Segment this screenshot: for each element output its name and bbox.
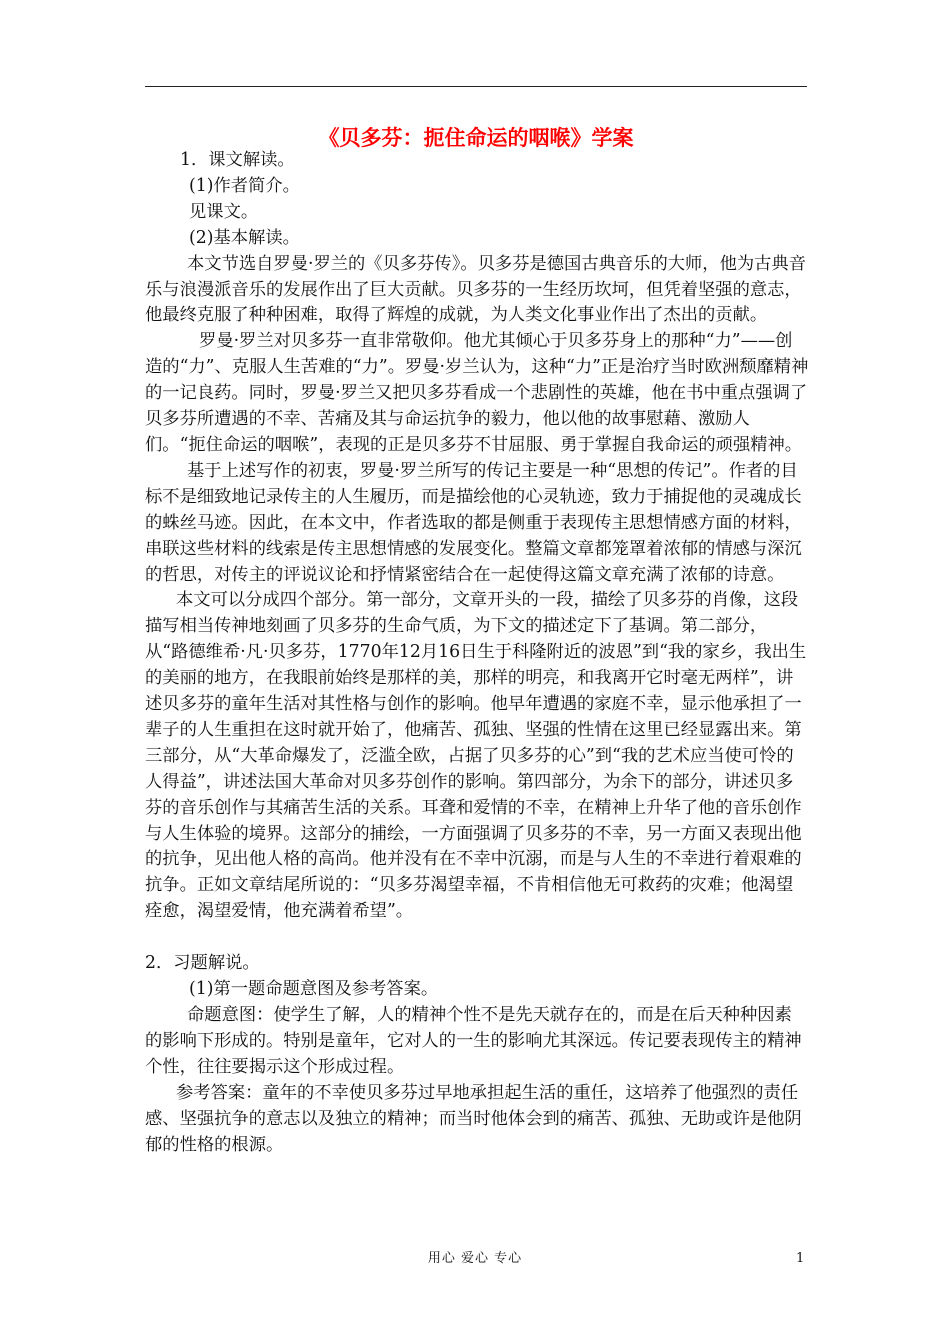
footer-motto: 用心 爱心 专心 xyxy=(427,1251,523,1266)
spacer xyxy=(145,925,809,951)
subheading-reading: (2)基本解读。 xyxy=(189,227,300,248)
paragraph-2: 罗曼·罗兰对贝多芬一直非常敬仰。他尤其倾心于贝多芬身上的那种“力”——创造的“力”、克服人生苦难的“力”。罗曼·岁兰认为，这种“力”正是治疗当时欧洲颓靡精神的一记良药。同时，罗曼·罗兰又把贝多芬看成一个悲剧性的英雄，他在书中重点强调了贝多芬所遭遇的不幸、苦痛及其与命运抗争的毅力，他以他的故事慰藉、激励人们。“扼住命运的咽喉”，表现的正是贝多芬不甘屈服、勇于掌握自我命运的顽强精神。 xyxy=(145,331,809,455)
paragraph-3: 基于上述写作的初衷，罗曼·罗兰所写的传记主要是一种“思想的传记”。作者的目标不是细致地记录传主的人生履历，而是描绘他的心灵轨迹，致力于捕捉他的灵魂成长的蛛丝马迹。因此，在本文中，作者选取的都是侧重于表现传主思想情感方面的材料，串联这些材料的线索是传主思想情感的发展变化。整篇文章都笼罩着浓郁的情感与深沉的哲思，对传主的评说议论和抒情紧密结合在一起使得这篇文章充满了浓郁的诗意。 xyxy=(145,460,802,585)
header-rule xyxy=(145,86,807,87)
section-heading-1: 1．课文解读。 xyxy=(180,150,295,170)
paragraph-4: 本文可以分成四个部分。第一部分，文章开头的一段，描绘了贝多芬的肖像，这段描写相当传神地刻画了贝多芬的生命气质，为下文的描述定下了基调。第二部分，从“路德维希·凡·贝多芬，1770年12月16日生于科隆附近的波恩”到“我的家乡，我出生的美丽的地方，在我眼前始终是那样的美，那样的明亮，和我离开它时毫无两样”，讲述贝多芬的童年生活对其性格与创作的影响。他早年遭遇的家庭不幸，显示他承担了一辈子的人生重担在这时就开始了，他痛苦、孤独、坚强的性情在这里已经显露出来。第三部分，从“大革命爆发了，泛滥全欧，占据了贝多芬的心”到“我的艺术应当使可怜的人得益”，讲述法国大革命对贝多芬创作的影响。第四部分，为余下的部分，讲述贝多芬的音乐创作与其痛苦生活的关系。耳聋和爱情的不幸，在精神上升华了他的音乐创作与人生体验的境界。这部分的捕绘，一方面强调了贝多芬的不幸，另一方面又表现出他的抗争，见出他人格的高尚。他并没有在不幸中沉溺，而是与人生的不幸进行着艰难的抗争。正如文章结尾所说的：“贝多芬渴望幸福，不肯相信他无可救药的灾难；他渴望痊愈，渴望爱情，他充满着希望”。 xyxy=(145,590,807,922)
subheading-author: (1)作者简介。 xyxy=(189,175,300,196)
document-body xyxy=(145,148,809,1158)
subheading-exercise-1: (1)第一题命题意图及参考答案。 xyxy=(189,979,439,1000)
page-number: 1 xyxy=(796,1251,805,1266)
document-title: 《贝多芬：扼住命运的咽喉》学案 xyxy=(318,125,634,150)
paragraph-intent: 命题意图：使学生了解，人的精神个性不是先天就存在的，而是在后天种种因素的影响下形成的。特别是童年，它对人的一生的影响尤其深远。传记要表现传主的精神个性，往往要揭示这个形成过程。 xyxy=(145,1005,802,1077)
section-heading-2: 2．习题解说。 xyxy=(145,953,260,974)
author-text: 见课文。 xyxy=(189,201,259,222)
paragraph-1: 本文节选自罗曼·罗兰的《贝多芬传》。贝多芬是德国古典音乐的大师，他为古典音乐与浪漫派音乐的发展作出了巨大贡献。贝多芬的一生经历坎坷，但凭着坚强的意志，他最终克服了种种困难，取得了辉煌的成就，为人类文化事业作出了杰出的贡献。 xyxy=(145,253,806,326)
paragraph-answer: 参考答案：童年的不幸使贝多芬过早地承担起生活的重任，这培养了他强烈的责任感、坚强抗争的意志以及独立的精神；而当时他体会到的痛苦、孤独、无助或许是他阴郁的性格的根源。 xyxy=(145,1082,802,1155)
